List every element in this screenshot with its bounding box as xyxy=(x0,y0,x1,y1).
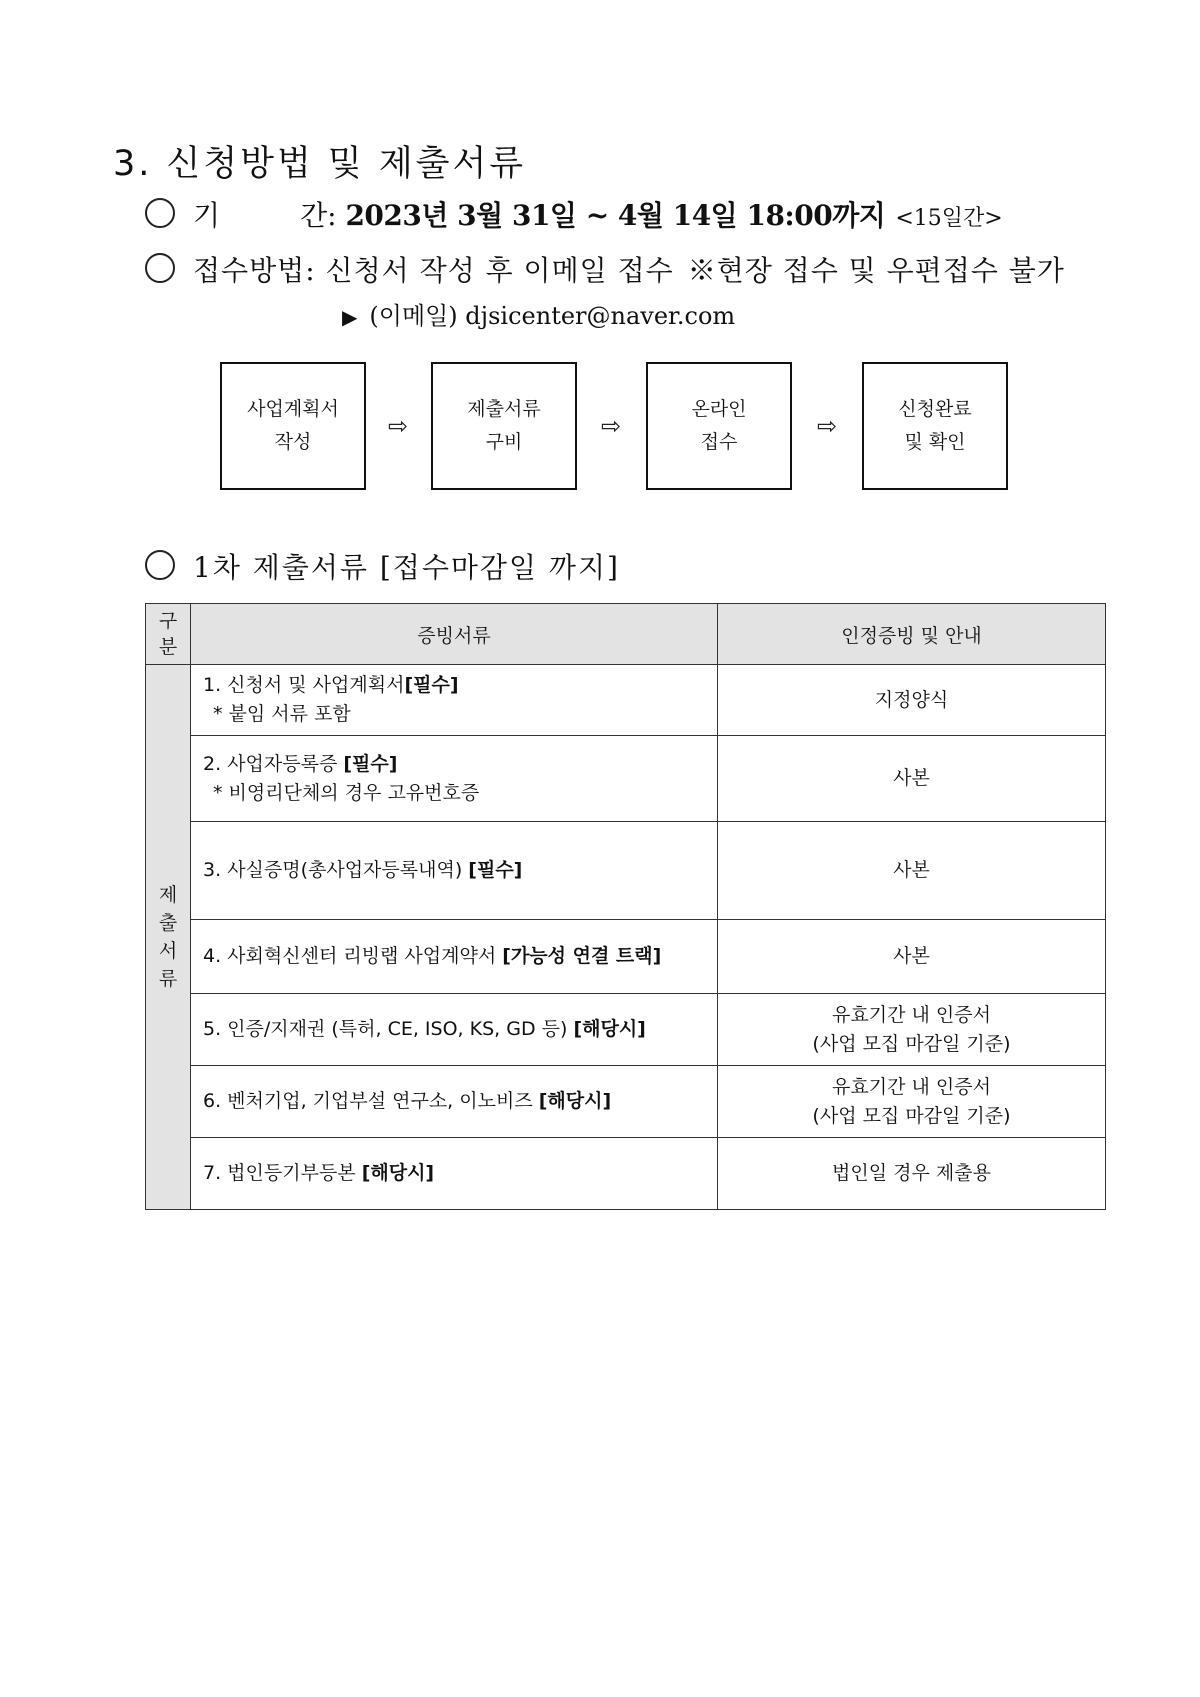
flow-step-line1: 신청완료 xyxy=(898,398,972,420)
table-row xyxy=(146,736,1106,822)
flow-step-2 xyxy=(431,362,577,490)
email-line xyxy=(342,296,735,331)
flow-step-3 xyxy=(646,362,792,490)
flow-step-line2: 접수 xyxy=(700,431,738,453)
table-row xyxy=(146,665,1106,736)
category-label: 제 출 서 류 xyxy=(146,665,191,1210)
info-cell: 사본 xyxy=(718,920,1106,994)
info-cell: 사본 xyxy=(718,822,1106,920)
header-info: 인정증빙 및 안내 xyxy=(718,604,1106,665)
table-row xyxy=(146,1066,1106,1138)
method-note: ※현장 접수 및 우편접수 불가 xyxy=(687,254,1065,287)
documents-table xyxy=(145,603,1106,1210)
method-value: 신청서 작성 후 이메일 접수 xyxy=(325,254,674,287)
table-row xyxy=(146,822,1106,920)
method-label: 접수방법: xyxy=(193,254,316,287)
doc-cell: 3. 사실증명(총사업자등록내역) [필수] xyxy=(191,822,718,920)
period-value: 2023년 3월 31일 ~ 4월 14일 18:00까지 xyxy=(345,199,886,232)
doc-cell: 5. 인증/지재권 (특허, CE, ISO, KS, GD 등) [해당시] xyxy=(191,994,718,1066)
doc-cell: 2. 사업자등록증 [필수] * 비영리단체의 경우 고유번호증 xyxy=(191,736,718,822)
flow-arrow-icon: ⇨ xyxy=(388,412,409,440)
flow-step-line1: 제출서류 xyxy=(467,398,541,420)
doc-cell: 4. 사회혁신센터 리빙랩 사업계약서 [가능성 연결 트랙] xyxy=(191,920,718,994)
info-cell: 유효기간 내 인증서 (사업 모집 마감일 기준) xyxy=(718,1066,1106,1138)
info-cell: 법인일 경우 제출용 xyxy=(718,1138,1106,1210)
flow-arrow-icon: ⇨ xyxy=(601,412,622,440)
flow-step-line2: 구비 xyxy=(485,431,523,453)
circle-bullet-icon xyxy=(145,253,175,283)
period-line xyxy=(145,194,1003,234)
docs-heading-line xyxy=(145,546,620,586)
flow-step-line2: 및 확인 xyxy=(904,431,966,453)
period-label-b: 간: xyxy=(300,199,337,232)
table-row xyxy=(146,994,1106,1066)
doc-cell: 6. 벤처기업, 기업부설 연구소, 이노비즈 [해당시] xyxy=(191,1066,718,1138)
triangle-right-icon: ▶ xyxy=(342,305,358,329)
email-text: (이메일) djsicenter@naver.com xyxy=(369,302,736,330)
circle-bullet-icon xyxy=(145,550,175,580)
info-cell: 지정양식 xyxy=(718,665,1106,736)
flow-step-4 xyxy=(862,362,1008,490)
doc-cell: 7. 법인등기부등본 [해당시] xyxy=(191,1138,718,1210)
table-row xyxy=(146,1138,1106,1210)
table-header-row xyxy=(146,604,1106,665)
period-duration: <15일간> xyxy=(895,206,1003,231)
info-cell: 유효기간 내 인증서 (사업 모집 마감일 기준) xyxy=(718,994,1106,1066)
flow-step-line1: 사업계획서 xyxy=(247,398,339,420)
flow-step-line2: 작성 xyxy=(274,431,312,453)
period-label-a: 기 xyxy=(193,199,223,232)
method-line xyxy=(145,249,1065,289)
circle-bullet-icon xyxy=(145,198,175,228)
header-documents: 증빙서류 xyxy=(191,604,718,665)
table-row xyxy=(146,920,1106,994)
flow-step-line1: 온라인 xyxy=(691,398,747,420)
doc-cell: 1. 신청서 및 사업계획서[필수] * 붙임 서류 포함 xyxy=(191,665,718,736)
section-title: 3. 신청방법 및 제출서류 xyxy=(113,144,527,184)
flow-step-1 xyxy=(220,362,366,490)
flow-arrow-icon: ⇨ xyxy=(817,412,838,440)
docs-heading: 1차 제출서류 [접수마감일 까지] xyxy=(193,551,620,584)
header-category: 구 분 xyxy=(146,604,191,665)
info-cell: 사본 xyxy=(718,736,1106,822)
